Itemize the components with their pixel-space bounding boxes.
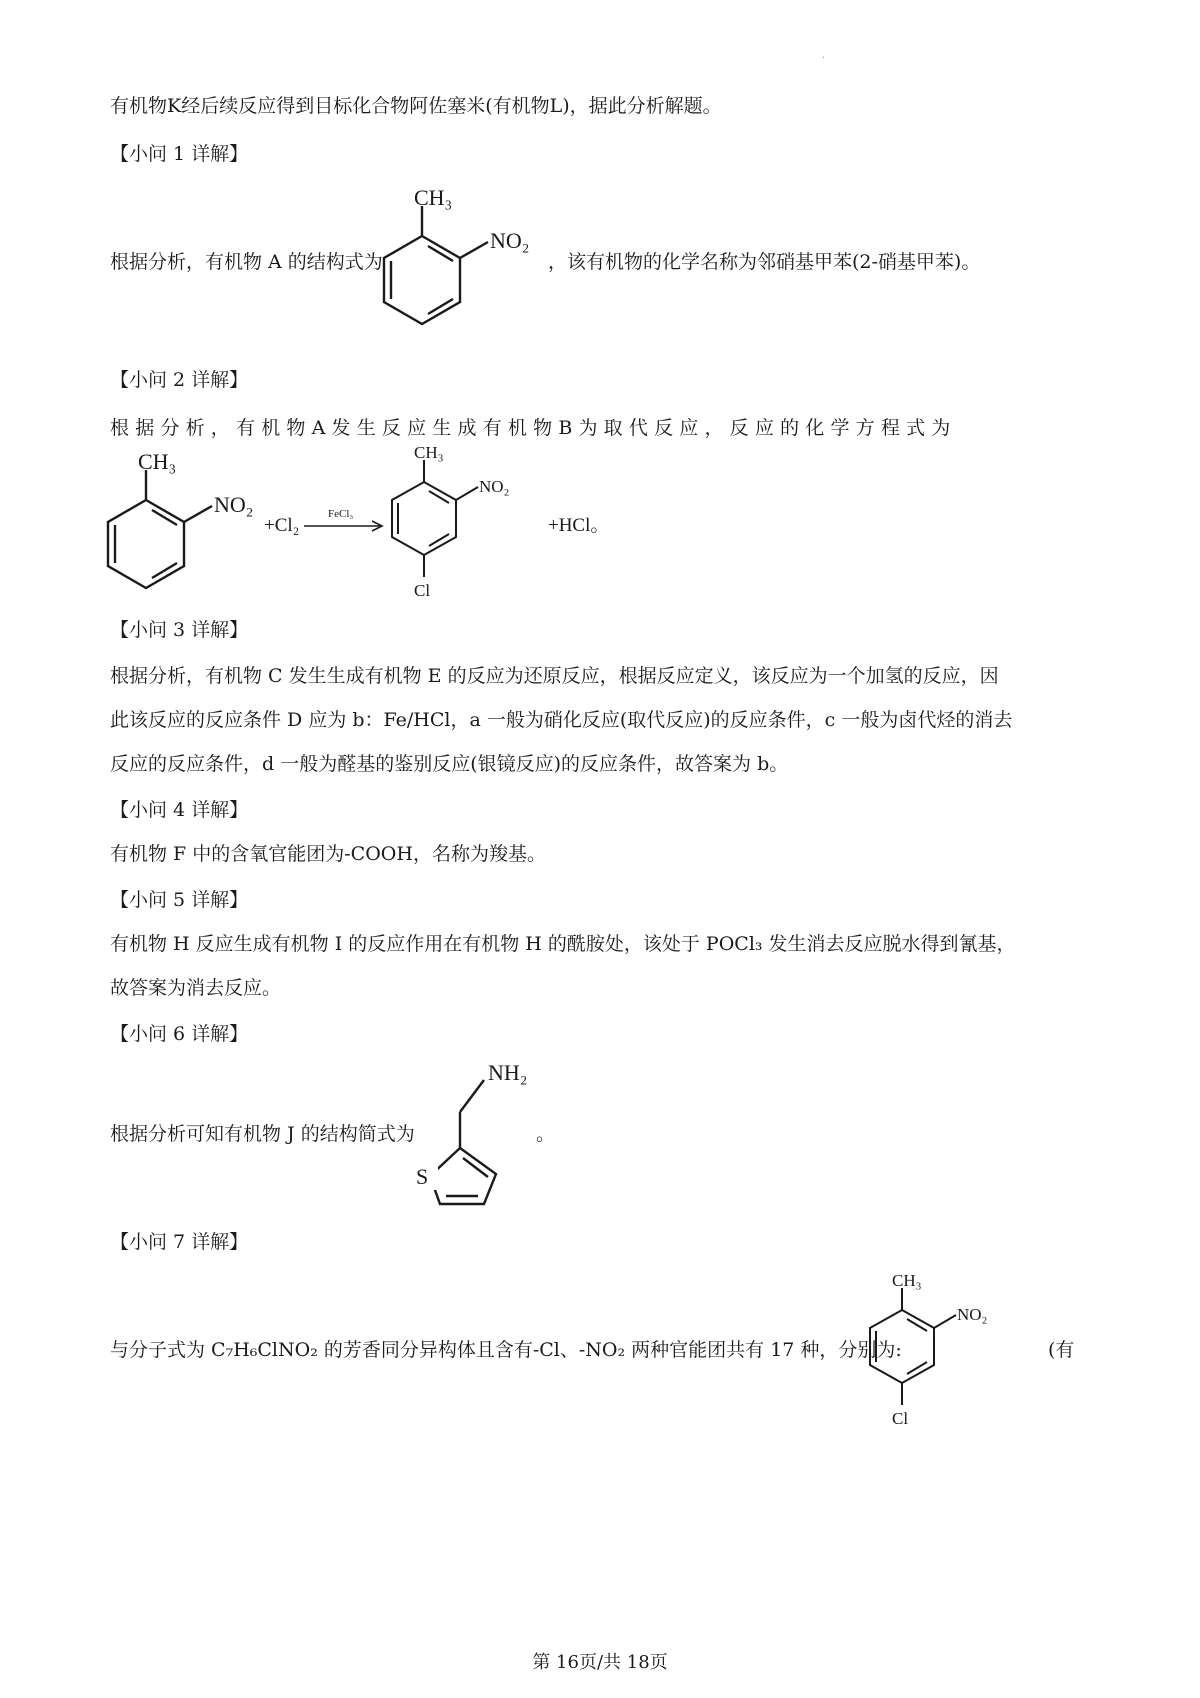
q5-heading: 【小问 5 详解】 <box>110 889 249 911</box>
product-hcl: +HCl。 <box>548 515 610 536</box>
q5-line-1: 有机物 H 反应生成有机物 I 的反应作用在有机物 H 的酰胺处，该处于 POCl₃ 发生消去反应脱水得到氰基， <box>110 933 1016 955</box>
q3-line-2: 此该反应的反应条件 D 应为 b：Fe/HCl，a 一般为硝化反应(取代反应)的反应条件，c 一般为卤代烃的消去 <box>110 709 1013 731</box>
cl-label: Cl <box>892 1409 909 1428</box>
q5-line-2: 故答案为消去反应。 <box>110 977 282 999</box>
q7-heading: 【小问 7 详解】 <box>110 1231 249 1253</box>
reagent-cl2: +Cl₂ <box>264 515 300 536</box>
intro-text: 有机物K经后续反应得到目标化合物阿佐塞米(有机物L)，据此分析解题。 <box>110 95 722 117</box>
q3-heading: 【小问 3 详解】 <box>110 619 249 641</box>
q7-text-after: (有 <box>1048 1339 1075 1361</box>
q1-text-before: 根据分析，有机物 A 的结构式为 <box>110 251 383 273</box>
q3-line-3: 反应的反应条件，d 一般为醛基的鉴别反应(银镜反应)的反应条件，故答案为 b。 <box>110 753 789 775</box>
no2-label: NO₂ <box>957 1305 988 1324</box>
q6-heading: 【小问 6 详解】 <box>110 1023 249 1045</box>
no2-label: NO₂ <box>479 477 510 496</box>
q4-text: 有机物 F 中的含氧官能团为-COOH，名称为羧基。 <box>110 843 546 865</box>
reactant-2-nitrotoluene <box>100 444 280 604</box>
sulfur-label: S <box>416 1164 429 1189</box>
q2-text: 根据分析，有机物A发生反应生成有机物B为取代反应，反应的化学方程式为 <box>110 417 957 439</box>
ch3-label: CH₃ <box>138 449 177 474</box>
q3-line-1: 根据分析，有机物 C 发生生成有机物 E 的反应为还原反应，根据反应定义，该反应为一个加氢的反应，因 <box>110 665 999 687</box>
q6-text-before: 根据分析可知有机物 J 的结构简式为 <box>110 1123 415 1145</box>
q1-heading: 【小问 1 详解】 <box>110 143 249 165</box>
product-4-chloro-2-nitrotoluene <box>378 440 528 604</box>
q1-text-after: ，该有机物的化学名称为邻硝基甲苯(2-硝基甲苯)。 <box>548 251 981 273</box>
q6-text-after: 。 <box>536 1123 556 1145</box>
molecule-j-thiophene-methanamine <box>408 1052 548 1212</box>
no2-label: NO₂ <box>214 492 254 517</box>
q2-heading: 【小问 2 详解】 <box>110 369 249 391</box>
isomer-4-chloro-2-nitrotoluene <box>856 1268 1006 1432</box>
q7-text-before: 与分子式为 C₇H₆ClNO₂ 的芳香同分异构体且含有-Cl、-NO₂ 两种官能团共有 17 种，分别为: <box>110 1339 902 1361</box>
molecule-a-2-nitrotoluene <box>376 180 556 340</box>
ch3-label: CH₃ <box>892 1271 922 1290</box>
reaction-arrow <box>300 500 390 540</box>
ch3-label: CH₃ <box>414 185 453 210</box>
page-footer: 第 16页/共 18页 <box>532 1652 668 1673</box>
ch3-label: CH₃ <box>414 443 444 462</box>
catalyst-label: FeCl₃ <box>328 508 354 520</box>
q4-heading: 【小问 4 详解】 <box>110 799 249 821</box>
nh2-label: NH₂ <box>488 1060 528 1085</box>
scan-mark: . <box>822 50 826 61</box>
cl-label: Cl <box>414 581 431 600</box>
no2-label: NO₂ <box>490 228 530 253</box>
